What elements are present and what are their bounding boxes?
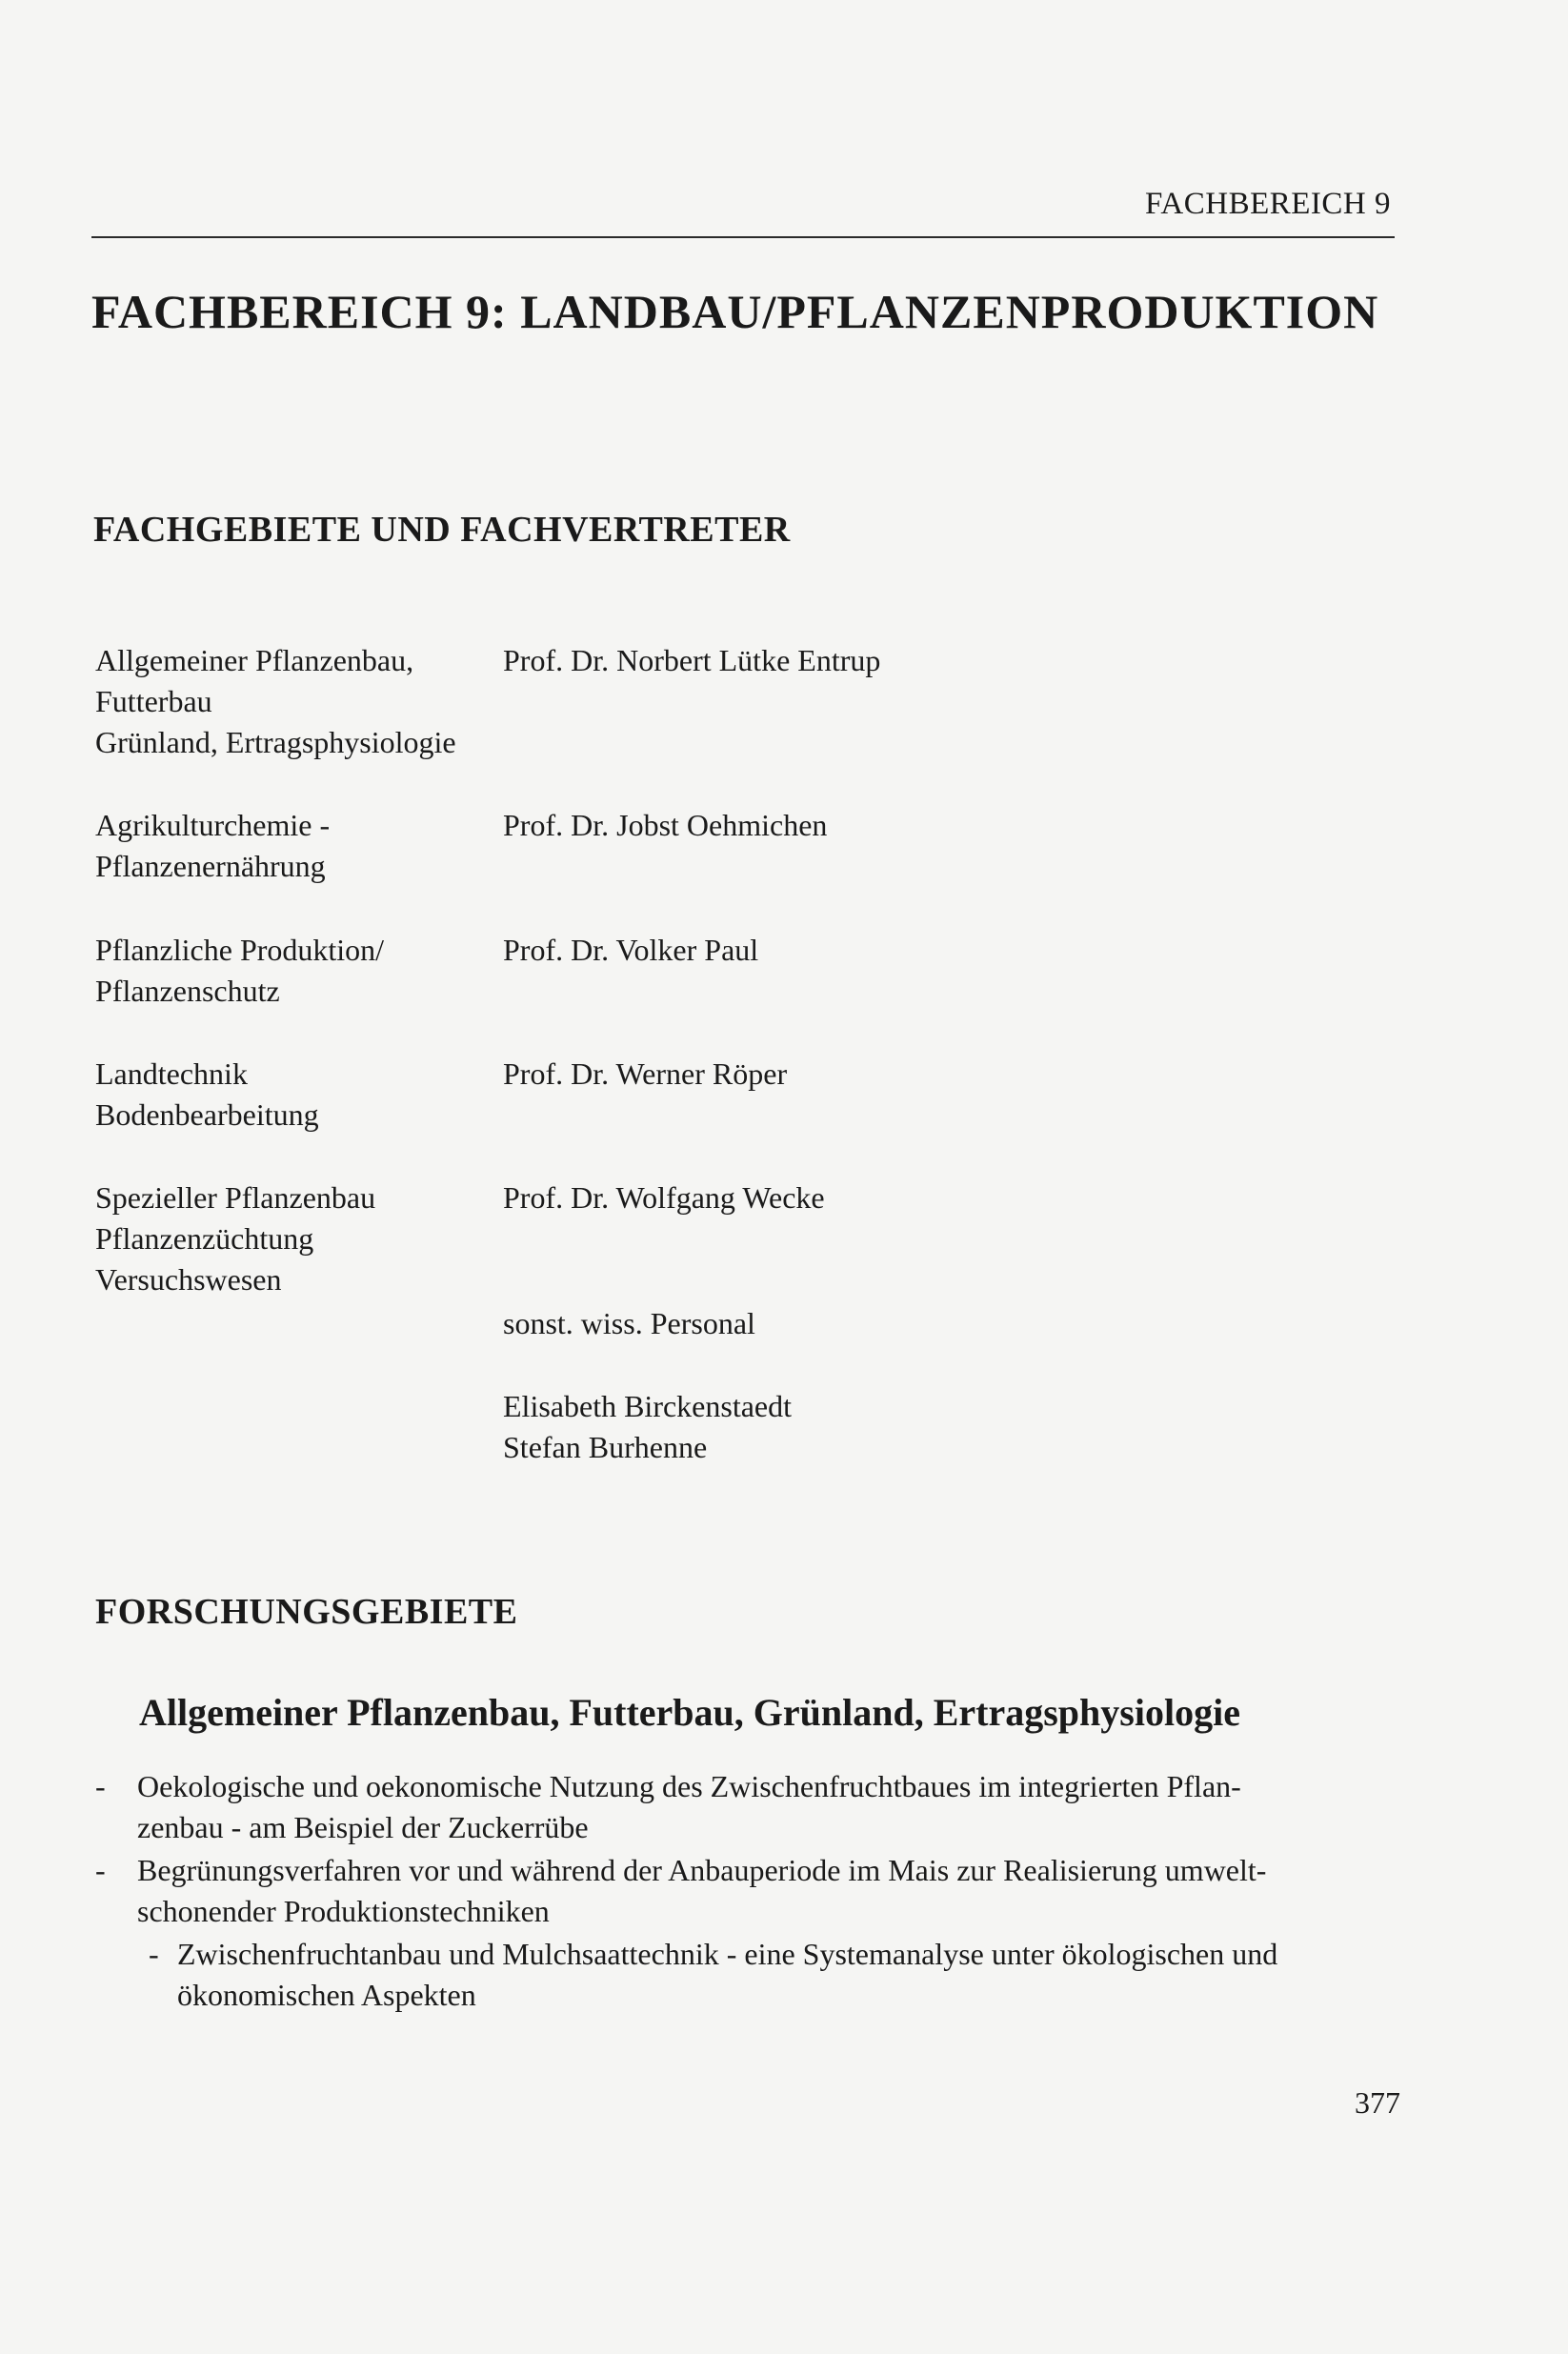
area-line: Versuchswesen [95, 1262, 282, 1297]
bullet-line: schonender Produktionstechniken [137, 1894, 550, 1928]
area-line: Allgemeiner Pflanzenbau, [95, 643, 414, 677]
bullet-text [177, 1934, 1277, 2016]
fachvertreter-1: Prof. Dr. Norbert Lütke Entrup [503, 643, 881, 677]
header-rule [91, 236, 1395, 238]
bullet-item-2 [95, 1850, 1266, 1932]
bullet-item-1 [95, 1766, 1241, 1848]
area-line: Pflanzenzüchtung [95, 1221, 314, 1256]
area-line: Futterbau [95, 684, 212, 718]
fachgebiet-area-5 [95, 1177, 495, 1300]
staff-member: Elisabeth Birckenstaedt [503, 1389, 793, 1423]
running-header: FACHBEREICH 9 [1145, 187, 1391, 221]
fachvertreter-5: Prof. Dr. Wolfgang Wecke [503, 1180, 825, 1215]
area-line: Landtechnik [95, 1056, 248, 1091]
fachgebiet-area-3 [95, 930, 495, 1012]
bullet-dash: - [95, 1853, 106, 1887]
bullet-line: ökonomischen Aspekten [177, 1978, 476, 2012]
bullet-dash: - [149, 1937, 159, 1971]
fachgebiet-area-4 [95, 1054, 495, 1136]
fachgebiet-area-1 [95, 640, 495, 763]
bullet-text [137, 1766, 1241, 1848]
staff-heading: sonst. wiss. Personal [503, 1306, 755, 1340]
page-number: 377 [1355, 2085, 1400, 2120]
fachvertreter-2: Prof. Dr. Jobst Oehmichen [503, 808, 828, 842]
bullet-line: zenbau - am Beispiel der Zuckerrübe [137, 1810, 589, 1844]
bullet-line: Begrünungsverfahren vor und während der Anbauperiode im Mais zur Realisierung umwelt- [137, 1853, 1267, 1887]
staff-list [503, 1386, 792, 1468]
fachgebiete-heading: FACHGEBIETE UND FACHVERTRETER [93, 510, 791, 550]
subsection-heading: Allgemeiner Pflanzenbau, Futterbau, Grünland, Ertragsphysiologie [139, 1691, 1240, 1734]
bullet-text [137, 1850, 1266, 1932]
area-line: Pflanzliche Produktion/ [95, 933, 385, 967]
area-line: Bodenbearbeitung [95, 1097, 319, 1132]
bullet-dash: - [95, 1769, 106, 1803]
area-line: Spezieller Pflanzenbau [95, 1180, 376, 1215]
fachgebiet-area-2 [95, 805, 495, 887]
bullet-line: Zwischenfruchtanbau und Mulchsaattechnik - eine Systemanalyse unter ökologischen und [177, 1937, 1278, 1971]
bullet-line: Oekologische und oekonomische Nutzung des Zwischenfruchtbaues im integrierten Pflan- [137, 1769, 1241, 1803]
staff-member: Stefan Burhenne [503, 1430, 708, 1464]
forschungsgebiete-heading: FORSCHUNGSGEBIETE [95, 1592, 518, 1632]
area-line: Grünland, Ertragsphysiologie [95, 725, 456, 759]
fachvertreter-3: Prof. Dr. Volker Paul [503, 933, 759, 967]
fachvertreter-4: Prof. Dr. Werner Röper [503, 1056, 788, 1091]
bullet-item-3 [149, 1934, 1277, 2016]
area-line: Pflanzenernährung [95, 849, 326, 883]
area-line: Agrikulturchemie - [95, 808, 331, 842]
page-title: FACHBEREICH 9: LANDBAU/PFLANZENPRODUKTION [91, 285, 1379, 338]
area-line: Pflanzenschutz [95, 974, 280, 1008]
